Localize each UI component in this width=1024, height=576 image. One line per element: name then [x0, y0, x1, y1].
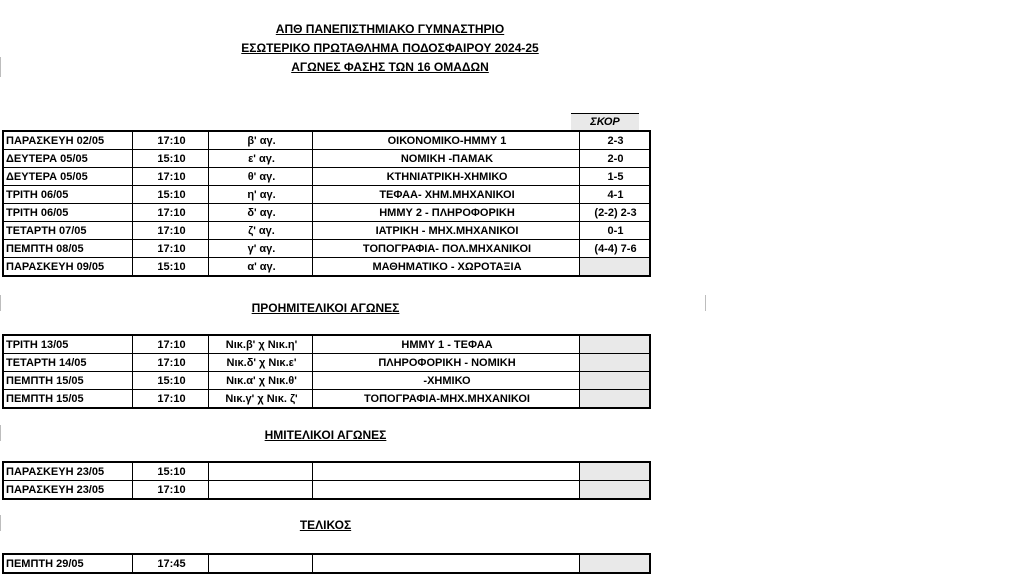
match-cell: ΝΟΜΙΚΗ -ΠΑΜΑΚ: [313, 150, 580, 168]
final-title: ΤΕΛΙΚΟΣ: [299, 518, 352, 532]
score-cell: 2-3: [580, 131, 651, 150]
round-cell: [209, 554, 313, 573]
match-cell: ΤΟΠΟΓΡΑΦΙΑ-ΜΗΧ.ΜΗΧΑΝΙΚΟΙ: [313, 390, 580, 409]
table-row: [3, 186, 650, 204]
time-cell: 17:10: [133, 168, 209, 186]
semifinals-title: ΗΜΙΤΕΛΙΚΟΙ ΑΓΩΝΕΣ: [264, 428, 387, 442]
score-cell: [580, 258, 651, 277]
table-row: [3, 168, 650, 186]
header-line-3: ΑΓΩΝΕΣ ΦΑΣΗΣ ΤΩΝ 16 ΟΜΑΔΩΝ: [291, 60, 489, 74]
score-cell: [580, 390, 651, 409]
date-cell: ΠΑΡΑΣΚΕΥΗ 23/05: [3, 481, 133, 500]
score-cell: 4-1: [580, 186, 651, 204]
match-cell: [313, 462, 580, 481]
final-table: [2, 553, 651, 574]
table-row: [3, 258, 650, 277]
semifinals-table: [2, 461, 651, 500]
match-cell: ΗΜΜΥ 1 - ΤΕΦΑΑ: [313, 335, 580, 354]
match-cell: ΗΜΜΥ 2 - ΠΛΗΡΟΦΟΡΙΚΗ: [313, 204, 580, 222]
round-cell: α' αγ.: [209, 258, 313, 277]
score-cell: [580, 354, 651, 372]
time-cell: 17:10: [133, 390, 209, 409]
match-cell: ΜΑΘΗΜΑΤΙΚΟ - ΧΩΡΟΤΑΞΙΑ: [313, 258, 580, 277]
score-column-header: ΣΚΟΡ: [571, 113, 639, 130]
time-cell: 15:10: [133, 372, 209, 390]
score-cell: [580, 481, 651, 500]
match-cell: ΤΕΦΑΑ- ΧΗΜ.ΜΗΧΑΝΙΚΟΙ: [313, 186, 580, 204]
time-cell: 17:10: [133, 222, 209, 240]
time-cell: 15:10: [133, 186, 209, 204]
round-cell: [209, 481, 313, 500]
round-cell: ε' αγ.: [209, 150, 313, 168]
match-cell: ΠΛΗΡΟΦΟΡΙΚΗ - ΝΟΜΙΚΗ: [313, 354, 580, 372]
time-cell: 17:10: [133, 481, 209, 500]
sheet-divider: [705, 295, 706, 311]
match-cell: ΤΟΠΟΓΡΑΦΙΑ- ΠΟΛ.ΜΗΧΑΝΙΚΟΙ: [313, 240, 580, 258]
match-cell: [313, 554, 580, 573]
score-cell: 2-0: [580, 150, 651, 168]
round-cell: ζ' αγ.: [209, 222, 313, 240]
date-cell: ΤΡΙΤΗ 13/05: [3, 335, 133, 354]
date-cell: ΠΑΡΑΣΚΕΥΗ 02/05: [3, 131, 133, 150]
time-cell: 17:10: [133, 131, 209, 150]
score-cell: (2-2) 2-3: [580, 204, 651, 222]
score-cell: (4-4) 7-6: [580, 240, 651, 258]
time-cell: 17:10: [133, 240, 209, 258]
round-cell: η' αγ.: [209, 186, 313, 204]
round-cell: β' αγ.: [209, 131, 313, 150]
table-row: [3, 462, 650, 481]
date-cell: ΠΕΜΠΤΗ 29/05: [3, 554, 133, 573]
table-row: [3, 150, 650, 168]
quarterfinals-table: [2, 334, 651, 409]
time-cell: 17:10: [133, 354, 209, 372]
round-of-16-table: [2, 130, 651, 277]
table-row: [3, 222, 650, 240]
time-cell: 17:45: [133, 554, 209, 573]
round-cell: [209, 462, 313, 481]
date-cell: ΠΕΜΠΤΗ 15/05: [3, 390, 133, 409]
round-cell: Νικ.δ' χ Νικ.ε': [209, 354, 313, 372]
sheet-divider: [0, 57, 1, 77]
header-line-2: ΕΣΩΤΕΡΙΚΟ ΠΡΩΤΑΘΛΗΜΑ ΠΟΔΟΣΦΑΙΡΟΥ 2024-25: [241, 41, 539, 55]
score-cell: 1-5: [580, 168, 651, 186]
date-cell: ΤΡΙΤΗ 06/05: [3, 186, 133, 204]
date-cell: ΠΑΡΑΣΚΕΥΗ 09/05: [3, 258, 133, 277]
round-cell: δ' αγ.: [209, 204, 313, 222]
score-cell: [580, 372, 651, 390]
time-cell: 15:10: [133, 258, 209, 277]
match-cell: [313, 481, 580, 500]
score-cell: 0-1: [580, 222, 651, 240]
date-cell: ΠΑΡΑΣΚΕΥΗ 23/05: [3, 462, 133, 481]
quarterfinals-title: ΠΡΟΗΜΙΤΕΛΙΚΟΙ ΑΓΩΝΕΣ: [251, 301, 400, 315]
date-cell: ΤΕΤΑΡΤΗ 14/05: [3, 354, 133, 372]
header-line-1: ΑΠΘ ΠΑΝΕΠΙΣΤΗΜΙΑΚΟ ΓΥΜΝΑΣΤΗΡΙΟ: [275, 22, 505, 36]
round-cell: Νικ.α' χ Νικ.θ': [209, 372, 313, 390]
table-row: [3, 131, 650, 150]
score-cell: [580, 335, 651, 354]
table-row: [3, 481, 650, 500]
table-row: [3, 240, 650, 258]
date-cell: ΤΕΤΑΡΤΗ 07/05: [3, 222, 133, 240]
match-cell: -ΧΗΜΙΚΟ: [313, 372, 580, 390]
match-cell: ΚΤΗΝΙΑΤΡΙΚΗ-ΧΗΜΙΚΟ: [313, 168, 580, 186]
round-cell: Νικ.β' χ Νικ.η': [209, 335, 313, 354]
date-cell: ΔΕΥΤΕΡΑ 05/05: [3, 150, 133, 168]
match-cell: ΟΙΚΟΝΟΜΙΚΟ-ΗΜΜΥ 1: [313, 131, 580, 150]
table-row: [3, 554, 650, 573]
time-cell: 15:10: [133, 150, 209, 168]
table-row: [3, 335, 650, 354]
date-cell: ΠΕΜΠΤΗ 08/05: [3, 240, 133, 258]
match-cell: ΙΑΤΡΙΚΗ - ΜΗΧ.ΜΗΧΑΝΙΚΟΙ: [313, 222, 580, 240]
score-cell: [580, 554, 651, 573]
table-row: [3, 354, 650, 372]
time-cell: 17:10: [133, 335, 209, 354]
time-cell: 15:10: [133, 462, 209, 481]
time-cell: 17:10: [133, 204, 209, 222]
score-cell: [580, 462, 651, 481]
table-row: [3, 372, 650, 390]
table-row: [3, 390, 650, 409]
date-cell: ΤΡΙΤΗ 06/05: [3, 204, 133, 222]
date-cell: ΠΕΜΠΤΗ 15/05: [3, 372, 133, 390]
date-cell: ΔΕΥΤΕΡΑ 05/05: [3, 168, 133, 186]
round-cell: θ' αγ.: [209, 168, 313, 186]
round-cell: Νικ.γ' χ Νικ. ζ': [209, 390, 313, 409]
round-cell: γ' αγ.: [209, 240, 313, 258]
table-row: [3, 204, 650, 222]
